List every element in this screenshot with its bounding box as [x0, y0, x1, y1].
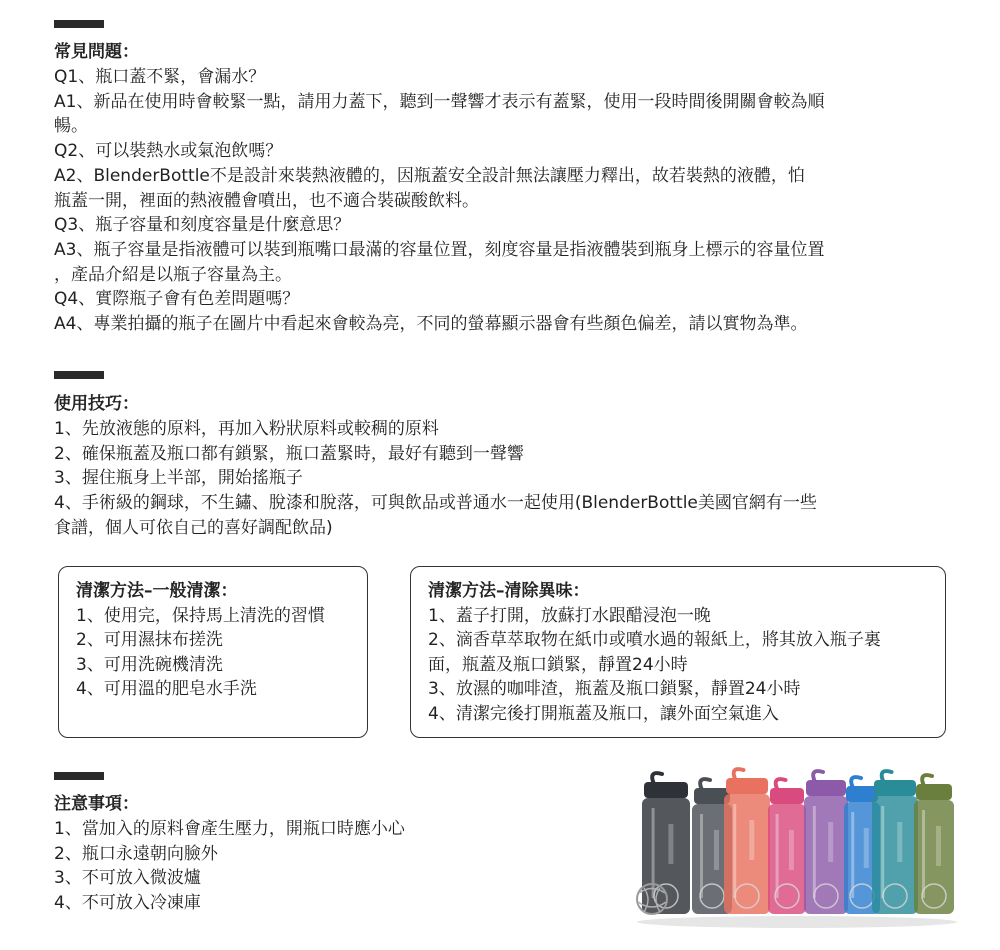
clean-general-line: 3、可用洗碗機清洗 [76, 654, 223, 675]
shaker-bottle [914, 775, 954, 914]
clean-odor-line: 1、蓋子打開，放蘇打水跟醋浸泡一晚 [428, 605, 711, 626]
notes-line: 1、當加入的原料會產生壓力，開瓶口時應小心 [54, 819, 405, 839]
faq-line: A1、新品在使用時會較緊一點，請用力蓋下，聽到一聲響才表示有蓋緊，使用一段時間後開關會較為順 [54, 91, 825, 112]
faq-title: 常見問題： [54, 42, 139, 62]
notes-line: 2、瓶口永遠朝向臉外 [54, 843, 218, 864]
faq-section [54, 40, 954, 337]
usage-line: 食譜，個人可依自己的喜好調配飲品) [54, 517, 333, 538]
faq-line: ，產品介紹是以瓶子容量為主。 [54, 264, 292, 285]
usage-line: 3、握住瓶身上半部，開始搖瓶子 [54, 468, 303, 489]
clean-odor-line: 面，瓶蓋及瓶口鎖緊，靜置24小時 [428, 654, 688, 675]
shaker-bottle [724, 769, 770, 914]
clean-odor-line: 3、放濕的咖啡渣，瓶蓋及瓶口鎖緊，靜置24小時 [428, 679, 801, 699]
section-divider-bar [54, 772, 104, 780]
clean-general-box [58, 566, 368, 738]
clean-general-line: 1、使用完，保持馬上清洗的習慣 [76, 605, 325, 626]
clean-general-title: 清潔方法–一般清潔： [76, 581, 238, 601]
faq-line: A3、瓶子容量是指液體可以裝到瓶嘴口最滿的容量位置，刻度容量是指液體裝到瓶身上標示的容量位置 [54, 239, 825, 260]
faq-line: A2、BlenderBottle不是設計來裝熱液體的，因瓶蓋安全設計無法讓壓力釋出，故若裝熱的液體，怕 [54, 165, 805, 186]
faq-line: Q3、瓶子容量和刻度容量是什麼意思？ [54, 215, 351, 236]
clean-odor-title: 清潔方法–清除異味： [428, 581, 590, 601]
notes-section [54, 792, 614, 916]
clean-general-line: 4、可用溫的肥皂水手洗 [76, 679, 257, 699]
section-divider-bar [54, 20, 104, 28]
usage-line: 4、手術級的鋼球，不生鏽、脫漆和脫落，可與飲品或普通水一起使用(BlenderBottle美國官網有一些 [54, 493, 817, 514]
usage-title: 使用技巧： [54, 394, 139, 414]
clean-general-line: 2、可用濕抹布搓洗 [76, 630, 223, 650]
faq-line: A4、專業拍攝的瓶子在圖片中看起來會較為亮，不同的螢幕顯示器會有些顏色偏差，請以實物為準。 [54, 314, 808, 335]
usage-line: 1、先放液態的原料，再加入粉狀原料或較稠的原料 [54, 419, 439, 439]
faq-line: Q4、實際瓶子會有色差問題嗎？ [54, 289, 300, 310]
notes-line: 4、不可放入冷凍庫 [54, 893, 201, 914]
faq-line: Q2、可以裝熱水或氣泡飲嗎？ [54, 141, 283, 162]
faq-line: 暢。 [54, 116, 88, 137]
shaker-bottle [872, 771, 918, 914]
usage-line: 2、確保瓶蓋及瓶口都有鎖緊，瓶口蓋緊時，最好有聽到一聲響 [54, 443, 524, 464]
clean-odor-line: 2、滴香草萃取物在紙巾或噴水過的報紙上，將其放入瓶子裏 [428, 630, 881, 650]
usage-section [54, 392, 954, 541]
shaker-bottle [768, 779, 806, 914]
notes-title: 注意事項： [54, 794, 139, 814]
faq-line: 瓶蓋一開，裡面的熱液體會噴出，也不適合裝碳酸飲料。 [54, 190, 479, 211]
section-divider-bar [54, 371, 104, 379]
clean-odor-box [410, 566, 946, 738]
shaker-bottles-image [632, 766, 962, 931]
shaker-bottle [804, 771, 848, 914]
notes-line: 3、不可放入微波爐 [54, 868, 201, 889]
clean-odor-line: 4、清潔完後打開瓶蓋及瓶口，讓外面空氣進入 [428, 703, 779, 724]
faq-line: Q1、瓶口蓋不緊，會漏水？ [54, 67, 266, 87]
